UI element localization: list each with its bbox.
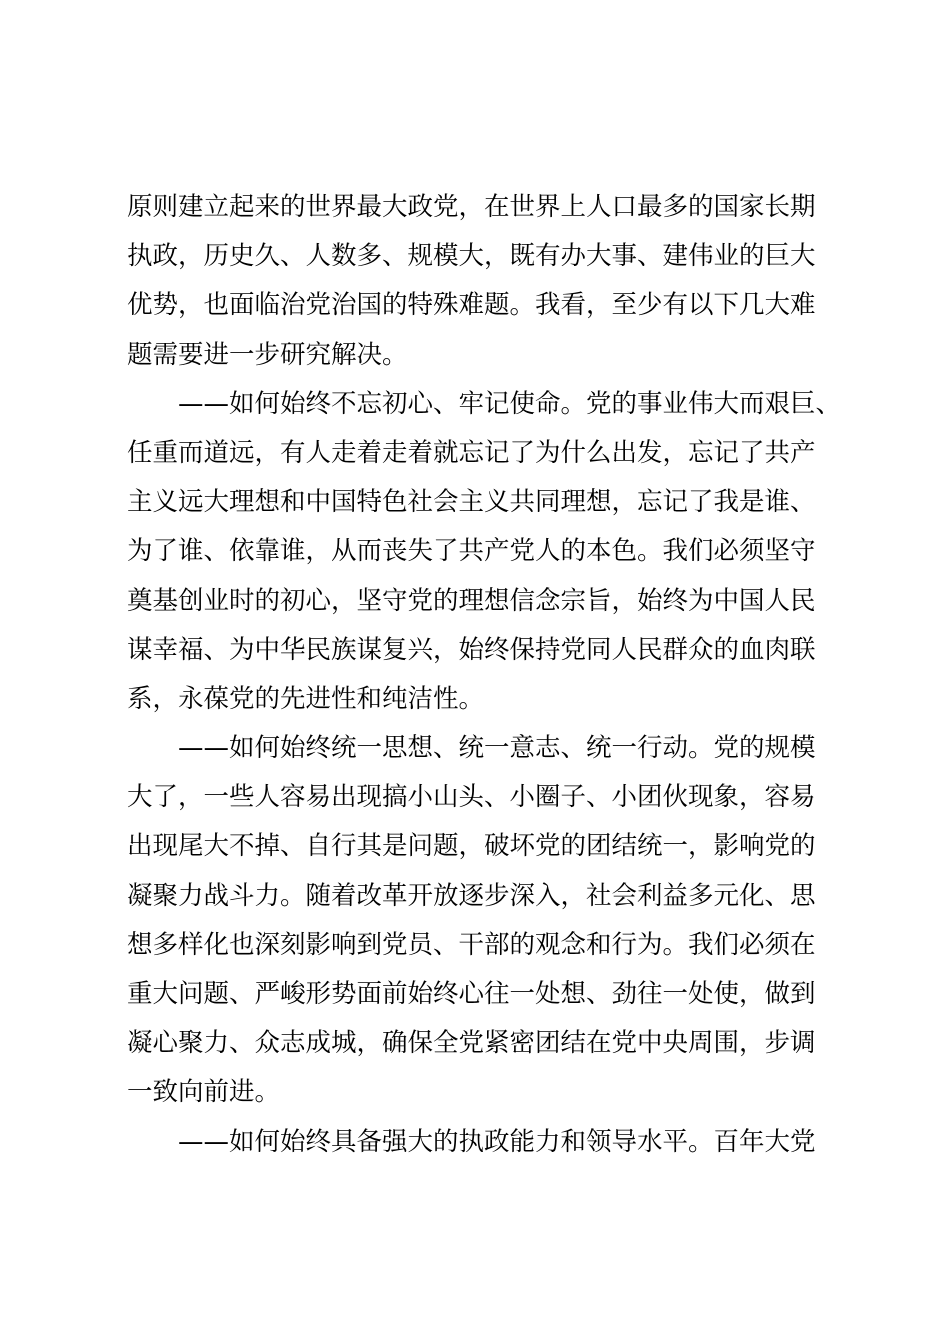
- text-line: 谋幸福、为中华民族谋复兴，始终保持党同人民群众的血肉联: [127, 634, 816, 665]
- paragraph-first-line: ——如何始终统一思想、统一意志、统一行动。党的规模: [178, 733, 816, 764]
- text-line: 大了，一些人容易出现搞小山头、小圈子、小团伙现象，容易: [127, 782, 816, 813]
- text-line: 重大问题、严峻形势面前始终心往一处想、劲往一处使，做到: [127, 979, 816, 1009]
- text-line: 出现尾大不掉、自行其是问题，破坏党的团结统一，影响党的: [127, 831, 816, 862]
- text-line: 奠基创业时的初心，坚守党的理想信念宗旨，始终为中国人民: [127, 585, 816, 616]
- text-line: 凝聚力战斗力。随着改革开放逐步深入，社会利益多元化、思: [127, 880, 816, 911]
- text-line: 优势，也面临治党治国的特殊难题。我看，至少有以下几大难: [127, 290, 816, 321]
- text-line: 为了谁、依靠谁，从而丧失了共产党人的本色。我们必须坚守: [127, 536, 816, 567]
- text-line: 一致向前进。: [127, 1077, 281, 1108]
- text-line: 题需要进一步研究解决。: [127, 339, 408, 370]
- body-text: [127, 183, 842, 1167]
- text-line: 任重而道远，有人走着走着就忘记了为什么出发，忘记了共产: [127, 437, 816, 468]
- paragraph-first-line: ——如何始终不忘初心、牢记使命。党的事业伟大而艰巨、: [178, 388, 842, 419]
- text-line: 原则建立起来的世界最大政党，在世界上人口最多的国家长期: [127, 192, 816, 222]
- text-line: 主义远大理想和中国特色社会主义共同理想，忘记了我是谁、: [127, 487, 816, 518]
- text-line: 系，永葆党的先进性和纯洁性。: [127, 683, 485, 714]
- text-line: 凝心聚力、众志成城，确保全党紧密团结在党中央周围，步调: [127, 1028, 816, 1059]
- text-line: 执政，历史久、人数多、规模大，既有办大事、建伟业的巨大: [127, 241, 816, 272]
- paragraph-first-line: ——如何始终具备强大的执政能力和领导水平。百年大党: [178, 1126, 816, 1157]
- text-line: 想多样化也深刻影响到党员、干部的观念和行为。我们必须在: [127, 929, 816, 960]
